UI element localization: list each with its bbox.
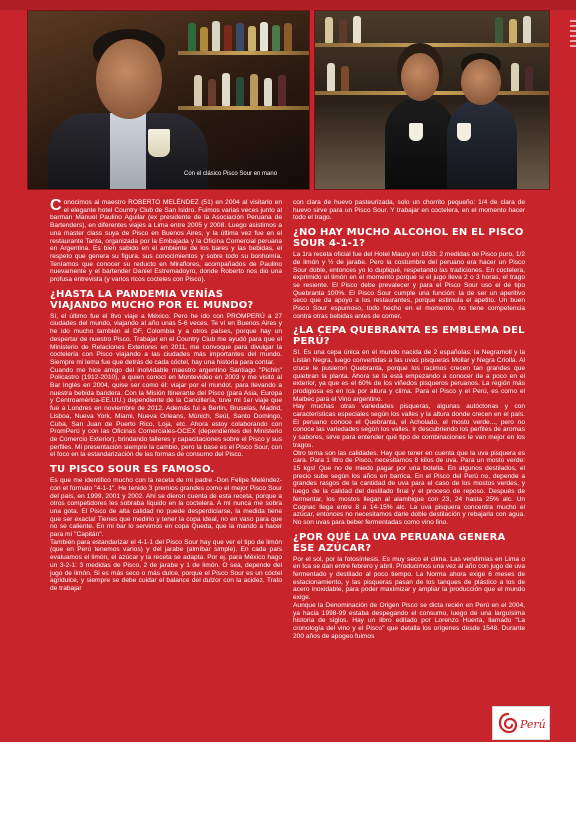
bottle	[200, 27, 208, 51]
section-heading: ¿POR QUÉ LA UVA PERUANA GENERA ESE AZÚCAR?	[293, 531, 506, 554]
bottle	[250, 74, 258, 106]
left-text-column	[50, 199, 282, 593]
bottle	[264, 78, 272, 106]
bottle	[272, 25, 280, 51]
peru-swirl-icon	[497, 711, 519, 735]
section-heading: ¿HASTA LA PANDEMIA VENÍAS VIAJANDO MUCHO POR EL MUNDO?	[50, 288, 254, 311]
body-paragraph: Hay muchas otras variedades pisqueras, algunas autóctonas y con características especiales según los valles y la altura donde crecen en el país. El peruano conoce el Quebranta, el Acholado, el mosto verde..., pero no conoce las variedades según los valles. Ir descubriendo los perfiles de aromas y sabores, sirve para entender qué tipo de combinaciones le van mejor en los tragos.	[293, 403, 525, 449]
body-paragraph: Sí, el último fue el 8vo viaje a México. Pero he ido con PROMPERÚ a 27 ciudades del mundo, viajando al año unas 5-6 veces. Te ví en Buenos Aires y he ido mucho también al DF, Colombia y a otros países, porque hay un despertar de nuestro Pisco. Trabajar en el Country Club me ayudó para que el Ministerio de Relaciones Exteriores en 2011, me convoque para divulgar la coctelería con Pisco viajando a las ciudades más importantes del mundo. Siempre mi lema fue que detrás de cada cóctel, hay una historia para contar.	[50, 312, 282, 366]
body-paragraph: Otro tema son las calidades. Hay que tener en cuenta que la uva pisquera es cara. Para 1 litro de Pisco, necesitamos 8 kilos de uva. Para un mosto verde: 15 kgs! Que no de miedo pagar por una botella. En algunos destilados, el precio sube según los años en barrica. En el Pisco del Perú no, depende a grandes rasgos de la cantidad de uva para el caso de los mostos verdes, y luego de la calidad del destilado final y el proceso de reposo. Después de fermentar, los mostos llegan al alambique con 23, 24 hasta 25% alc. Un Cognac llega entre 8 a 14-15% alc. La uva pisquera concentra mucho el azúcar, entonces no necesitamos darle doble destilación y rebajarla con agua. No son uvas para beber fermentadas como vino fino.	[293, 449, 525, 526]
bottle	[525, 66, 533, 91]
bottle	[327, 63, 335, 91]
bottle	[523, 16, 531, 43]
body-paragraph: Es que me identifico mucho con la receta de mi padre -Don Felipe Meléndez- con el formato "4-1-1". He tenido 3 premios grandes como el mejor Pisco Sour del país, en 1999, 2001 y 2002. Ahí se dieron cuenta de esta receta, porque a otros competidores les sobraba líquido en la coctelera. A mí nunca me sobra una gota. El Pisco de alta calidad no puede desperdiciarse, la medida tiene que ser exacta! Tienes que medirlo y tener la copa ideal, no en vaso para que no se caliente. En mi bar lo servimos en copa Queda, que la mando a hacer para mí "Capitán".	[50, 477, 282, 539]
bottle	[511, 63, 519, 91]
bottle	[222, 73, 230, 106]
intro-paragraph: Conocimos al maestro ROBERTO MELÉNDEZ (51) en 2004 al visitarlo en el elegante hotel Country Club de San Isidro. Fuimos varias veces junto al barman Manuel Paulino Aguilar (ex presidente de la Asociación Peruana de Bartenders), en diferentes viajes a Lima entre 2005 y 2008. Luego asistimos a una master class suya de Pisco en Buenos Aires, y la última vez fue en el restaurante Tanta, organizada por la Embajada y la Oficina Comercial peruana en Argentina. Es bien sabido en el ambiente de los bares y las bebidas, el respeto que genera su figura, sus conocimientos y sobre todo su bonhomía. Teníamos que conocer su reducto en Miraflores, acompañados de Paulino nuevamente y el bartender Daniel Estremadoyro, donde Roberto nos dio una profusa entrevista (y varios ricos cocteles con Pisco).	[50, 197, 282, 284]
bottle	[224, 25, 232, 51]
bar-shelf	[178, 51, 310, 55]
body-paragraph: También para estandarizar el 4-1-1 del Pisco Sour hay que ver el tipo de limón (que en Perú tenemos varios) y del jarabe (almíbar simple). En cada país evaluamos el limón, el azúcar y la receta se adapta. Por ej. para México hago un 3-2-1: 3 medidas de Pisco, 2 de jarabe y 1 de limón. O sea, depende del jugo de limón. Si es más seco o más dulce, porque el Pisco Sour es un cóctel agridulce, y siempre se debe cuidar el balance del dulzor con la acidez. Trato de trabajar	[50, 538, 282, 592]
logo-wordmark: Perú	[520, 718, 546, 731]
bottle	[208, 79, 216, 106]
bottle	[188, 23, 196, 51]
glass-in-hand	[457, 123, 471, 141]
body-paragraph: con clara de huevo pasteurizada, solo un chorrito pequeño: 1/4 de clara de huevo sirve para un Pisco Sour. Y trabajar en coctelera, en el momento hacer todo el trago.	[293, 199, 525, 222]
bottle	[509, 19, 517, 43]
bottle	[248, 26, 256, 51]
bottle	[278, 75, 286, 106]
bottle	[284, 23, 292, 51]
photo-caption: Con el clásico Pisco Sour en mano	[184, 171, 278, 177]
body-paragraph: Aunque la Denominación de Origen Pisco se dicta recién en Perú en el 2004, ya hacia 1998-99 estaba despegando el consumo, luego de una larguísima historia de siglos. Hay un libro editado por Lorenzo Huerta, llamado "La cronología del vino y el Pisco" que detalla los orígenes desde 1548. Durante 200 años de apogeo fuimos	[293, 601, 525, 640]
bottle	[212, 21, 220, 51]
edge-decoration	[570, 20, 576, 50]
bottle	[194, 75, 202, 106]
body-paragraph: Por el sol, por la fotosíntesis. Es muy seco el clima. Las vendimias en Lima o en Ica se dan entre febrero y abril. Producimos una vez al año con jugo de uva fermentado y destilado al poco tiempo. La Norma ahora exige 6 meses de estacionamiento, y las pisqueras pasan de los tanques de plástico a los de acero inoxidable, para poder maximizar y ampliar la producción que el mundo exige.	[293, 555, 525, 602]
peru-brand-logo	[492, 706, 550, 740]
photo-bar-interview	[314, 10, 550, 190]
bottle	[339, 19, 347, 43]
section-heading: TU PISCO SOUR ES FAMOSO.	[50, 464, 215, 476]
section-heading: ¿NO HAY MUCHO ALCOHOL EN EL PISCO SOUR 4-1-1?	[293, 227, 524, 250]
photo-roberto-melendez	[27, 10, 310, 190]
body-paragraph: Sí. Es una cepa única en el mundo nacida de 2 españolas: la Negramoll y la Listán Negra, luego convertidas a las uvas pisqueras Mollar y Negra Criolla. Al cruce le pusieron Quebranta, porque los racimos crecen tan grandes que quiebran la planta. Ahora se la está empezando a conocer de a poco en el exterior, ya que es el 60% de los viñedos pisqueros peruanos. La región más prodigiosa es en Ica por altura y clima. Para el Pisco y el Perú, es como el Malbec para el Vino argentino.	[293, 349, 525, 403]
bottle	[236, 77, 244, 106]
section-heading: ¿LA CEPA QUEBRANTA ES EMBLEMA DEL PERÚ?	[293, 325, 525, 348]
top-strip	[0, 0, 576, 10]
body-paragraph: La 1ra receta oficial fue del Hotel Maury en 1933: 2 medidas de Pisco puro, 1/2 de limón y ½ de jarabe. Pero la costumbre del peruano era hacer un Pisco Sour doble, entonces yo lo dupliqué, respetando las tradiciones. En coctelera, exprimido el limón en el momento porque si el jugo lleva 2 o 3 horas, el trago se resiente. El Pisco debe prevalecer y para el Pisco Sour uso el de tipo Quebranta 100%. El Pisco Sour cumple una función: la de ser un aperitivo seco que da apoyo a los restaurantes, porque estimula el apetito. Un buen Pisco Sour espumoso, todo hecho en el momento, no tiene competencia contra otras bebidas antes de comer.	[293, 251, 525, 320]
bar-shelf	[178, 106, 310, 110]
glass-in-hand	[409, 123, 423, 141]
bottle	[325, 17, 333, 43]
bottle	[341, 66, 349, 91]
bottle	[495, 17, 503, 43]
body-paragraph: Cuando me hice amigo del inolvidable maestro argentino Santiago "Pichín" Policastro (1912-2010), a quien conocí en Montevideo en 2003 y me visitó al Bar Inglés en 2004, quise ser como él: viajar por el mundo!, para llevando a nuestra bebida bandera. Con la Misión Itinerante del Pisco (para Asia, Europa y Centroamérica-EE.UU.) dependiente de la Cancillería, tuve mi 1er viaje que fue a Londres en noviembre de 2012. Además fui a Berlín, Bruselas, Madrid, Lisboa, Nueva York, Miami, Nueva Orleans, Múnich, Seúl, Santo Domingo, Cuba, San Juan de Puerto Rico, Loja, etc. Ahora estoy colaborando con PromPerú y con las Oficinas Comerciales-OCEX (dependientes del Ministerio de Comercio Exterior), brindando talleres y capacitaciones sobre el Pisco y sus perfiles. Mi presentación siempre la cambio, pero la base es el Pisco Sour, con el foco en la estandarización de las formas de consumo del Pisco.	[50, 366, 282, 459]
bottle	[353, 16, 361, 43]
bottle	[236, 23, 244, 51]
right-text-column	[293, 199, 525, 640]
bottle	[260, 22, 268, 51]
